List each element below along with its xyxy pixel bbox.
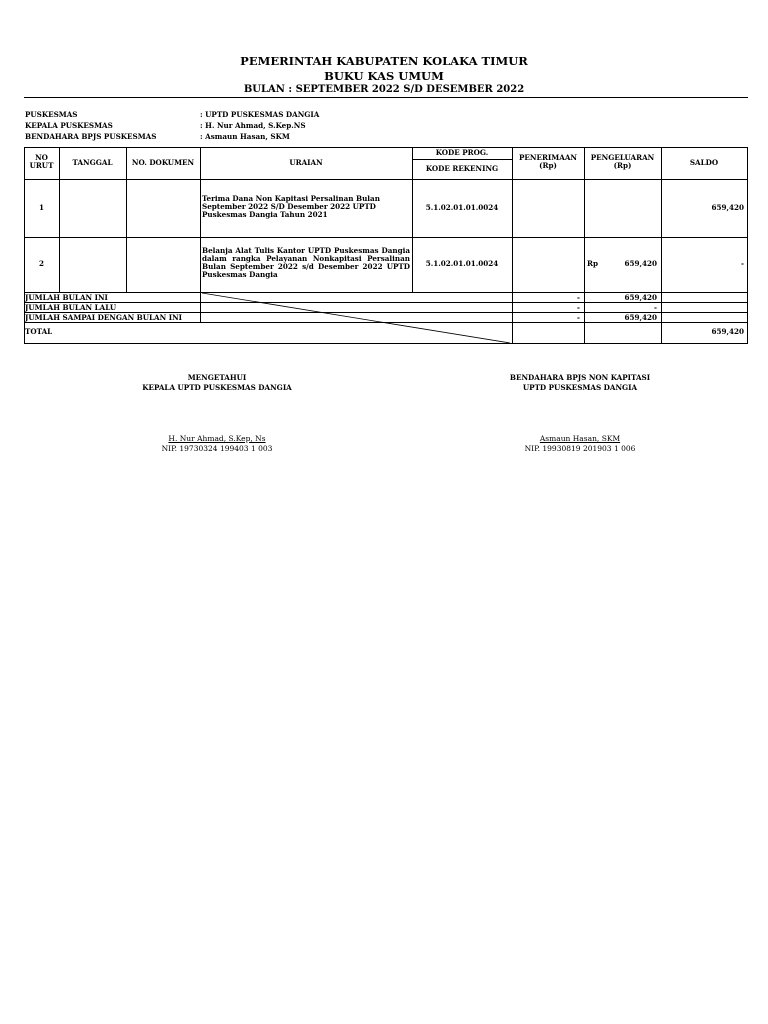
header-kode-rekening: KODE REKENING [425,164,499,173]
info-value-puskesmas: : UPTD PUSKESMAS DANGIA [200,110,320,119]
summary-diagonal [200,292,512,344]
header-no-urut: NO URUT [29,153,54,170]
row2-pengeluaran-prefix: Rp [587,259,598,268]
row1-uraian: Terima Dana Non Kapitasi Persalinan Bulan September 2022 S/D Desember 2022 UPTD Puskesmas Dangia Tahun 2021 [202,194,380,219]
info-label-bendahara: BENDAHARA BPJS PUSKESMAS [25,132,157,141]
sig-left-nip: NIP. 19730324 199403 1 003 [161,444,273,453]
sig-right-line1: BENDAHARA BPJS NON KAPITASI [509,373,651,382]
sig-left-line2: KEPALA UPTD PUSKESMAS DANGIA [142,383,292,392]
row2-saldo: - [741,259,744,268]
summary1-label: JUMLAH BULAN INI [25,293,108,302]
col-line-no [59,147,60,292]
sig-right-name: Asmaun Hasan, SKM [539,434,621,443]
kode-split-line [412,159,512,160]
header-uraian: URAIAN [289,158,323,167]
table-border-right [747,147,748,344]
row2-pengeluaran: 659,420 [624,259,657,268]
period-line: BULAN : SEPTEMBER 2022 S/D DESEMBER 2022 [243,84,525,95]
row1-saldo: 659,420 [711,203,744,212]
row2-kode-rekening: 5.1.02.01.01.0024 [425,259,499,268]
header-kode-prog: KODE PROG. [435,148,489,157]
info-value-kepala: : H. Nur Ahmad, S.Kep.NS [200,121,306,130]
row2-uraian: Belanja Alat Tulis Kantor UPTD Puskesmas Dangia dalam rangka Pelayanan Nonkapitasi Persalinan Bulan September 2022 s/d Desember 2022 UPTD Puskesmas Dangia [202,246,410,279]
col-line-pengeluaran [661,147,662,344]
sig-right-line2: UPTD PUSKESMAS DANGIA [522,383,638,392]
sig-left-line1: MENGETAHUI [187,373,247,382]
row2-no: 2 [38,259,44,268]
header-bottom-line [24,179,748,180]
row1-kode-rekening: 5.1.02.01.01.0024 [425,203,499,212]
document-subtitle: BUKU KAS UMUM [324,69,444,83]
summary3-label: JUMLAH SAMPAI DENGAN BULAN INI [25,313,183,322]
document-title: PEMERINTAH KABUPATEN KOLAKA TIMUR [240,54,528,68]
header-tanggal: TANGGAL [72,158,113,167]
col-line-tanggal [126,147,127,292]
summary1-pengeluaran: 659,420 [624,293,657,302]
total-label: TOTAL [25,327,53,336]
cash-book-table [24,147,748,344]
sig-left-name: H. Nur Ahmad, S.Kep, Ns [168,434,266,443]
header-pengeluaran: PENGELUARAN (Rp) [590,153,655,170]
info-value-bendahara: : Asmaun Hasan, SKM [200,132,290,141]
header-saldo: SALDO [689,158,719,167]
summary2-penerimaan: - [577,303,580,312]
sig-right-nip: NIP. 19930819 201903 1 006 [524,444,636,453]
info-label-puskesmas: PUSKESMAS [25,110,78,119]
row1-bottom-line [24,237,748,238]
summary3-penerimaan: - [577,313,580,322]
header-no-dokumen: NO. DOKUMEN [131,158,195,167]
header-divider [24,97,748,98]
total-saldo: 659,420 [711,327,744,336]
summary1-penerimaan: - [577,293,580,302]
info-label-kepala: KEPALA PUSKESMAS [25,121,113,130]
header-penerimaan: PENERIMAAN (Rp) [519,153,577,170]
row1-no: 1 [38,203,44,212]
table-border-top [24,147,748,148]
summary3-pengeluaran: 659,420 [624,313,657,322]
summary2-pengeluaran: - [654,303,657,312]
summary2-label: JUMLAH BULAN LALU [25,303,117,312]
